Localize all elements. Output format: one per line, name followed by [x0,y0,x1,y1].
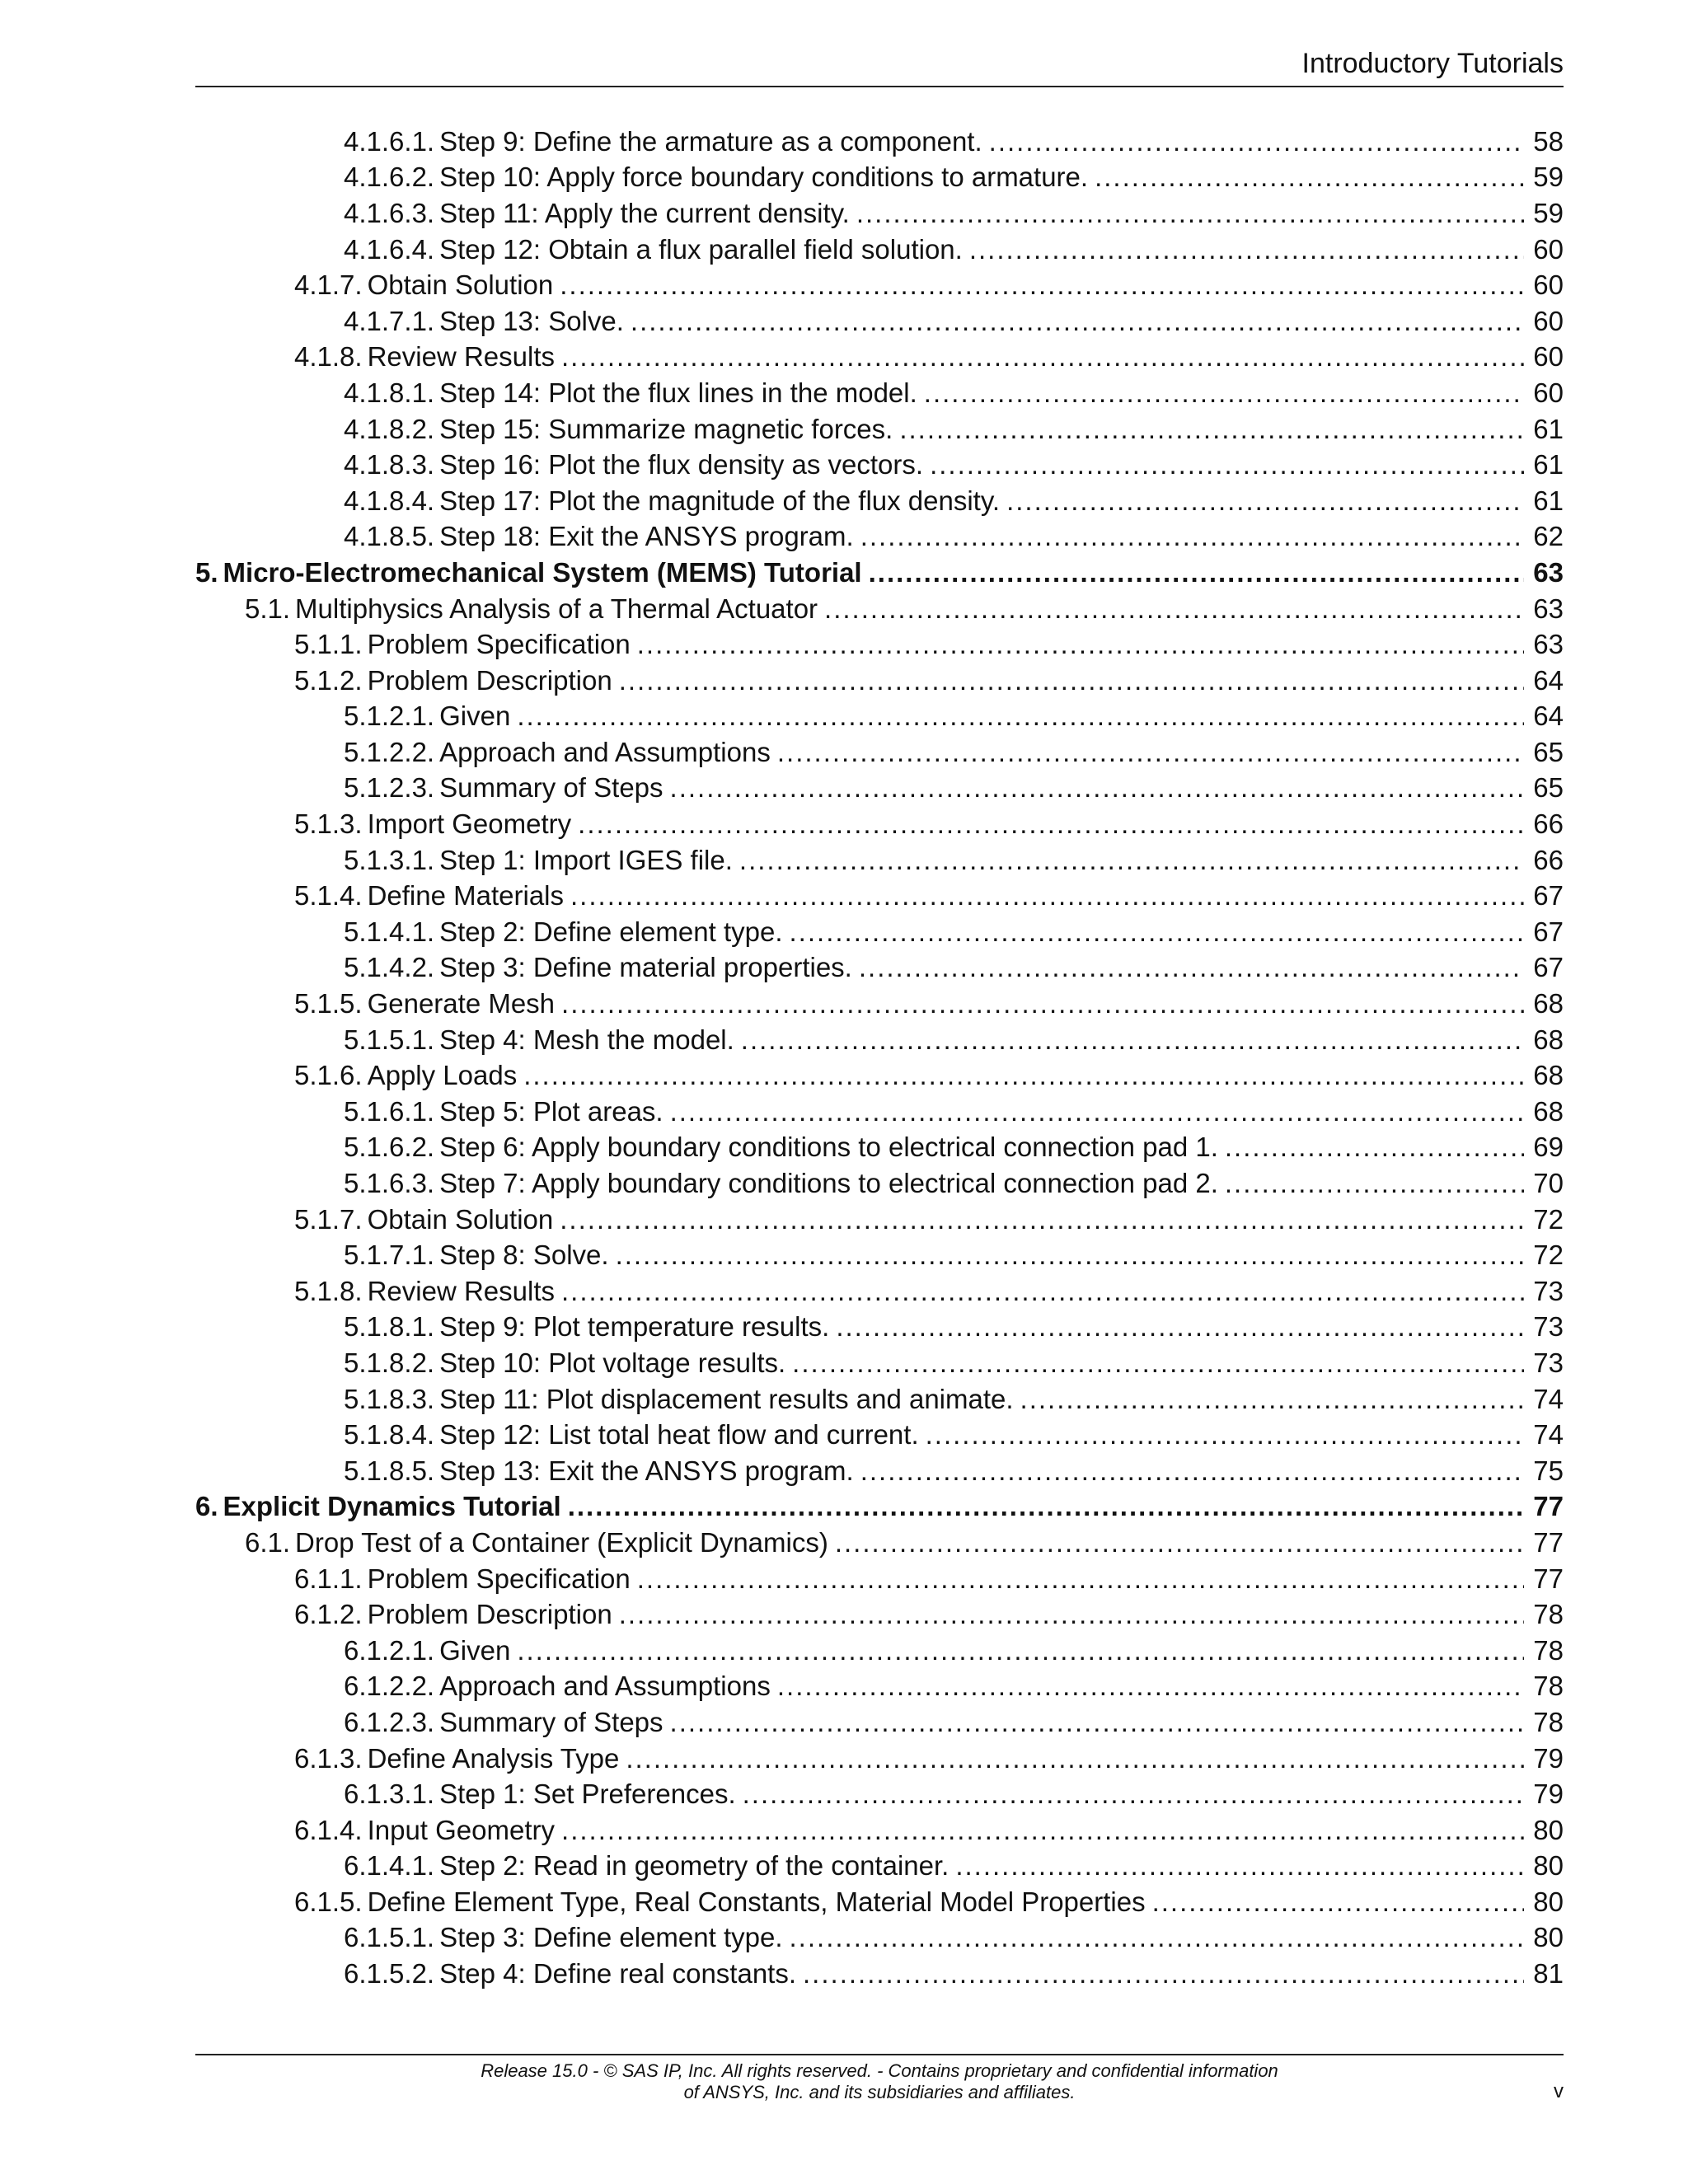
toc-entry-number: 6.1.4. [294,1814,363,1845]
toc-entry[interactable] [195,124,1564,160]
dot-leader [899,414,1524,445]
toc-entry-title[interactable]: Step 1: Set Preferences. [439,1779,736,1810]
dot-leader [670,772,1524,804]
toc-entry-number: 5.1.6. [294,1060,363,1091]
toc-entry-title[interactable]: Review Results [367,1275,555,1306]
toc-entry-number: 6.1.2.3. [344,1706,435,1737]
toc-entry-page[interactable]: 61 [1533,485,1564,516]
toc-entry-page[interactable]: 63 [1533,629,1564,660]
toc-entry[interactable] [195,806,1564,842]
toc-entry[interactable] [195,986,1564,1022]
toc-entry-number: 5.1.2.2. [344,736,435,767]
toc-entry-title[interactable]: Define Element Type, Real Constants, Material Model Properties [367,1886,1146,1917]
toc-entry-page[interactable]: 78 [1533,1634,1564,1666]
dot-leader [790,1922,1524,1953]
toc-entry-page[interactable]: 77 [1533,1563,1564,1594]
toc-entry-page[interactable]: 63 [1533,593,1564,624]
page-number: v [1554,2080,1564,2102]
toc-entry-page[interactable]: 75 [1533,1455,1564,1486]
toc-entry-page[interactable]: 60 [1533,233,1564,265]
toc-entry[interactable] [195,1057,1564,1094]
toc-entry-title[interactable]: Step 16: Plot the flux density as vectors. [439,449,924,480]
toc-entry-number: 5.1.2. [294,664,363,696]
toc-entry[interactable] [195,591,1564,627]
toc-entry-page[interactable]: 67 [1533,916,1564,947]
dot-leader [561,988,1524,1019]
toc-entry-number: 4.1.7. [294,269,363,301]
toc-entry[interactable] [195,195,1564,232]
toc-entry-title[interactable]: Obtain Solution [367,269,554,301]
toc-entry[interactable] [195,1669,1564,1705]
toc-entry-page[interactable]: 67 [1533,952,1564,983]
copyright-line-1: Release 15.0 - © SAS IP, Inc. All rights reserved. - Contains proprietary and confidential information [481,2060,1278,2081]
dot-leader [930,449,1524,480]
toc-entry-page[interactable]: 79 [1533,1742,1564,1774]
toc-entry[interactable] [195,1596,1564,1633]
dot-leader [561,341,1524,373]
toc-entry-number: 5.1.2.3. [344,772,435,804]
toc-entry[interactable] [195,878,1564,914]
toc-entry[interactable] [195,160,1564,196]
toc-entry-number: 6.1.1. [294,1563,363,1594]
toc-entry-number: 5.1.8. [294,1275,363,1306]
dot-leader [570,880,1524,912]
dot-leader [1020,1384,1524,1415]
toc-entry[interactable] [195,1453,1564,1489]
toc-entry-number: 4.1.6.1. [344,125,435,157]
toc-entry-number: 5.1.4.1. [344,916,435,947]
dot-leader [1095,162,1524,193]
dot-leader [1225,1168,1524,1199]
toc-entry-number: 6.1.3. [294,1742,363,1774]
toc-entry[interactable] [195,1381,1564,1418]
dot-leader [989,126,1524,157]
toc-entry-title[interactable]: Problem Description [367,664,612,696]
toc-entry-title[interactable]: Step 11: Plot displacement results and animate. [439,1383,1014,1414]
toc-entry-page[interactable]: 61 [1533,413,1564,444]
toc-entry-number: 5.1.2.1. [344,701,435,732]
toc-entry[interactable] [195,1022,1564,1058]
toc-entry-title[interactable]: Problem Specification [367,629,631,660]
toc-entry-number: 5.1.4.2. [344,952,435,983]
toc-entry-title[interactable]: Given [439,1634,511,1666]
dot-leader [517,1635,1524,1666]
toc-entry-page[interactable]: 67 [1533,880,1564,912]
dot-leader [859,952,1524,983]
toc-entry-page[interactable]: 78 [1533,1599,1564,1630]
dot-leader [955,1850,1524,1882]
toc-entry-title[interactable]: Generate Mesh [367,988,556,1019]
page-footer [195,2054,1564,2110]
toc-entry-number: 4.1.6.3. [344,197,435,228]
toc-entry-page[interactable]: 69 [1533,1132,1564,1163]
toc-entry-page[interactable]: 64 [1533,664,1564,696]
toc-entry-number: 5.1.3. [294,808,363,840]
page-header [195,43,1564,87]
dot-leader [739,845,1524,876]
toc-entry-page[interactable]: 77 [1533,1491,1564,1522]
toc-entry[interactable] [195,1704,1564,1741]
toc-entry-number: 5.1.5. [294,988,363,1019]
toc-entry[interactable] [195,771,1564,807]
toc-entry[interactable] [195,1094,1564,1130]
toc-entry-number: 5.1.8.3. [344,1383,435,1414]
toc-entry-page[interactable]: 73 [1533,1347,1564,1378]
toc-entry-number: 6.1.2.2. [344,1671,435,1702]
toc-entry[interactable] [195,1489,1564,1526]
toc-entry-title[interactable]: Step 12: Obtain a flux parallel field solution. [439,233,963,265]
dot-leader [1152,1886,1524,1918]
dot-leader [860,521,1524,552]
dot-leader [824,593,1524,625]
dot-leader [792,1347,1524,1379]
toc-entry-page[interactable]: 66 [1533,844,1564,875]
toc-entry[interactable] [195,1417,1564,1453]
toc-entry[interactable] [195,519,1564,555]
toc-entry-number: 5.1.1. [294,629,363,660]
toc-entry-page[interactable]: 80 [1533,1886,1564,1917]
toc-entry-title[interactable]: Step 10: Plot voltage results. [439,1347,786,1378]
toc-entry-page[interactable]: 60 [1533,341,1564,373]
toc-entry-title[interactable]: Step 13: Exit the ANSYS program. [439,1455,854,1486]
toc-entry-page[interactable]: 64 [1533,701,1564,732]
toc-entry-number: 5.1.6.2. [344,1132,435,1163]
toc-entry-number: 5. [195,556,218,588]
toc-entry[interactable] [195,1525,1564,1561]
toc-entry[interactable] [195,734,1564,771]
toc-entry[interactable] [195,1165,1564,1202]
toc-entry-page[interactable]: 80 [1533,1922,1564,1953]
toc-entry-number: 4.1.8. [294,341,363,373]
toc-entry[interactable] [195,303,1564,340]
toc-entry[interactable] [195,1202,1564,1238]
toc-entry[interactable] [195,1633,1564,1669]
dot-leader [568,1491,1524,1522]
toc-entry[interactable] [195,1237,1564,1273]
dot-leader [637,629,1524,660]
dot-leader [869,557,1524,588]
toc-entry-title[interactable]: Step 3: Define element type. [439,1922,783,1953]
toc-entry[interactable] [195,447,1564,483]
toc-entry-page[interactable]: 63 [1533,556,1564,588]
dot-leader [777,1671,1524,1702]
dot-leader [578,808,1524,840]
toc-entry-page[interactable]: 72 [1533,1203,1564,1235]
toc-entry[interactable] [195,267,1564,303]
toc-entry[interactable] [195,1273,1564,1310]
toc-entry-page[interactable]: 79 [1533,1779,1564,1810]
toc-entry-number: 5.1.4. [294,880,363,912]
toc-entry-title[interactable]: Step 9: Define the armature as a component. [439,125,982,157]
toc-entry[interactable] [195,1849,1564,1885]
toc-entry-number: 5.1. [245,593,291,624]
dot-leader [670,1707,1524,1738]
toc-entry-title[interactable]: Step 14: Plot the flux lines in the model. [439,377,917,408]
toc-entry-number: 6.1.5.1. [344,1922,435,1953]
dot-leader [835,1527,1524,1558]
dot-leader [777,737,1524,768]
toc-entry-title[interactable]: Step 6: Apply boundary conditions to electrical connection pad 1. [439,1132,1218,1163]
toc-entry-page[interactable]: 78 [1533,1671,1564,1702]
toc-entry-title[interactable]: Problem Description [367,1599,612,1630]
toc-entry[interactable] [195,1561,1564,1597]
toc-entry-page[interactable]: 74 [1533,1383,1564,1414]
toc-entry-title[interactable]: Step 17: Plot the magnitude of the flux density. [439,485,1001,516]
toc-entry-number: 6.1.5. [294,1886,363,1917]
toc-entry-title[interactable]: Step 2: Define element type. [439,916,783,947]
toc-entry[interactable] [195,1130,1564,1166]
dot-leader [523,1060,1524,1091]
toc-entry-number: 6. [195,1491,218,1522]
toc-entry-page[interactable]: 59 [1533,162,1564,193]
toc-entry[interactable] [195,663,1564,699]
toc-entry[interactable] [195,1956,1564,1992]
toc-entry[interactable] [195,483,1564,519]
toc-entry[interactable] [195,1920,1564,1957]
toc-entry[interactable] [195,950,1564,987]
toc-entry-number: 4.1.8.3. [344,449,435,480]
toc-entry[interactable] [195,375,1564,411]
toc-entry[interactable] [195,411,1564,448]
toc-entry-page[interactable]: 58 [1533,125,1564,157]
toc-entry-page[interactable]: 72 [1533,1240,1564,1271]
dot-leader [616,1240,1524,1271]
toc-entry-number: 5.1.5.1. [344,1024,435,1055]
toc-entry-title[interactable]: Step 7: Apply boundary conditions to electrical connection pad 2. [439,1168,1218,1199]
toc-entry-page[interactable]: 77 [1533,1526,1564,1558]
toc-entry-title[interactable]: Drop Test of a Container (Explicit Dynamics) [295,1526,828,1558]
toc-entry-title[interactable]: Step 9: Plot temperature results. [439,1311,830,1343]
toc-entry-title[interactable]: Step 1: Import IGES file. [439,844,733,875]
dot-leader [619,665,1524,696]
toc-entry-title[interactable]: Step 11: Apply the current density. [439,197,850,228]
dot-leader [561,1276,1524,1307]
toc-entry-page[interactable]: 65 [1533,736,1564,767]
toc-entry-page[interactable]: 62 [1533,521,1564,552]
dot-leader [670,1096,1524,1127]
dot-leader [743,1779,1524,1810]
document-title: Introductory Tutorials [1301,48,1564,79]
toc-entry-title[interactable]: Summary of Steps [439,772,663,804]
toc-entry[interactable] [195,555,1564,591]
toc-entry-title[interactable]: Micro-Electromechanical System (MEMS) Tutorial [223,556,862,588]
toc-entry-page[interactable]: 81 [1533,1958,1564,1990]
toc-entry-title[interactable]: Approach and Assumptions [439,1671,771,1702]
toc-entry-title[interactable]: Step 10: Apply force boundary conditions to armature. [439,162,1089,193]
dot-leader [637,1563,1524,1595]
toc-entry-number: 4.1.8.1. [344,377,435,408]
toc-entry-title[interactable]: Import Geometry [367,808,572,840]
toc-entry-title[interactable]: Approach and Assumptions [439,736,771,767]
dot-leader [1006,485,1524,517]
toc-entry-page[interactable]: 70 [1533,1168,1564,1199]
toc-entry-number: 5.1.8.1. [344,1311,435,1343]
toc-entry-title[interactable]: Step 3: Define material properties. [439,952,852,983]
toc-entry-title[interactable]: Review Results [367,341,555,373]
toc-entry-number: 6.1.5.2. [344,1958,435,1990]
toc-entry-number: 5.1.6.1. [344,1095,435,1127]
toc-entry-page[interactable]: 60 [1533,269,1564,301]
dot-leader [741,1024,1524,1056]
toc-entry-number: 4.1.8.4. [344,485,435,516]
toc-entry-number: 6.1.2.1. [344,1634,435,1666]
dot-leader [856,198,1524,229]
toc-entry[interactable] [195,340,1564,376]
toc-entry-number: 4.1.8.5. [344,521,435,552]
dot-leader [803,1958,1524,1990]
toc-entry[interactable] [195,914,1564,950]
dot-leader [561,1815,1524,1846]
dot-leader [517,701,1524,732]
dot-leader [1225,1132,1524,1163]
toc-entry-title[interactable]: Problem Specification [367,1563,631,1594]
toc-entry[interactable] [195,1812,1564,1849]
toc-entry-page[interactable]: 61 [1533,449,1564,480]
toc-entry-title[interactable]: Step 8: Solve. [439,1240,609,1271]
toc-entry-title[interactable]: Define Analysis Type [367,1742,620,1774]
toc-entry[interactable] [195,232,1564,268]
toc-entry-title[interactable]: Step 18: Exit the ANSYS program. [439,521,854,552]
toc-entry-number: 4.1.6.2. [344,162,435,193]
dot-leader [790,916,1524,948]
toc-entry[interactable] [195,1741,1564,1777]
toc-entry-page[interactable]: 66 [1533,808,1564,840]
dot-leader [926,1419,1524,1451]
toc-entry-title[interactable]: Multiphysics Analysis of a Thermal Actuator [295,593,818,624]
toc-entry-page[interactable]: 73 [1533,1311,1564,1343]
dot-leader [924,377,1524,409]
toc-entry-title[interactable]: Step 5: Plot areas. [439,1095,663,1127]
toc-entry-title[interactable]: Step 12: List total heat flow and current. [439,1419,919,1451]
toc-entry-number: 6.1.4.1. [344,1850,435,1882]
toc-entry-page[interactable]: 78 [1533,1706,1564,1737]
toc-entry-page[interactable]: 74 [1533,1419,1564,1451]
toc-entry-title[interactable]: Step 2: Read in geometry of the container. [439,1850,950,1882]
toc-entry-number: 5.1.7. [294,1203,363,1235]
toc-entry-page[interactable]: 68 [1533,1024,1564,1055]
toc-entry-title[interactable]: Step 4: Mesh the model. [439,1024,734,1055]
toc-entry-page[interactable]: 68 [1533,1060,1564,1091]
dot-leader [631,306,1524,337]
toc-entry-number: 6.1. [245,1526,291,1558]
toc-entry-page[interactable]: 68 [1533,988,1564,1019]
toc-entry-number: 5.1.8.2. [344,1347,435,1378]
toc-entry-number: 6.1.2. [294,1599,363,1630]
dot-leader [560,1204,1524,1235]
copyright-line-2: of ANSYS, Inc. and its subsidiaries and affiliates. [683,2082,1076,2102]
toc-entry-title[interactable]: Explicit Dynamics Tutorial [223,1491,561,1522]
toc-entry-page[interactable]: 60 [1533,305,1564,336]
toc-entry[interactable] [195,1345,1564,1381]
dot-leader [560,269,1524,301]
toc-entry-title[interactable]: Step 15: Summarize magnetic forces. [439,413,893,444]
dot-leader [860,1455,1524,1487]
toc-entry-page[interactable]: 80 [1533,1850,1564,1882]
toc-entry-number: 4.1.8.2. [344,413,435,444]
toc-entry-number: 4.1.7.1. [344,305,435,336]
toc-entry-page[interactable]: 60 [1533,377,1564,408]
dot-leader [836,1311,1524,1343]
toc-entry-number: 4.1.6.4. [344,233,435,265]
toc-entry[interactable] [195,842,1564,879]
toc-entry[interactable] [195,699,1564,735]
toc-entry[interactable] [195,1884,1564,1920]
dot-leader [626,1743,1524,1774]
toc-entry-number: 5.1.7.1. [344,1240,435,1271]
toc-entry[interactable] [195,626,1564,663]
toc-entry-number: 5.1.3.1. [344,844,435,875]
toc-entry-title[interactable]: Step 13: Solve. [439,305,624,336]
toc-entry-page[interactable]: 68 [1533,1095,1564,1127]
toc-entry-page[interactable]: 65 [1533,772,1564,804]
toc-entry-number: 6.1.3.1. [344,1779,435,1810]
toc-entry-page[interactable]: 59 [1533,197,1564,228]
toc-entry-page[interactable]: 73 [1533,1275,1564,1306]
toc-entry-title[interactable]: Apply Loads [367,1060,518,1091]
dot-leader [619,1599,1524,1630]
toc-entry-page[interactable]: 80 [1533,1814,1564,1845]
toc-entry-number: 5.1.6.3. [344,1168,435,1199]
table-of-contents [195,124,1564,1992]
toc-entry-title[interactable]: Define Materials [367,880,565,912]
toc-entry[interactable] [195,1776,1564,1812]
toc-entry-title[interactable]: Step 4: Define real constants. [439,1958,797,1990]
toc-entry-title[interactable]: Summary of Steps [439,1706,663,1737]
toc-entry-title[interactable]: Given [439,701,511,732]
dot-leader [969,234,1524,265]
toc-entry[interactable] [195,1310,1564,1346]
toc-entry-title[interactable]: Obtain Solution [367,1203,554,1235]
toc-entry-title[interactable]: Input Geometry [367,1814,556,1845]
toc-entry-number: 5.1.8.4. [344,1419,435,1451]
toc-entry-number: 5.1.8.5. [344,1455,435,1486]
